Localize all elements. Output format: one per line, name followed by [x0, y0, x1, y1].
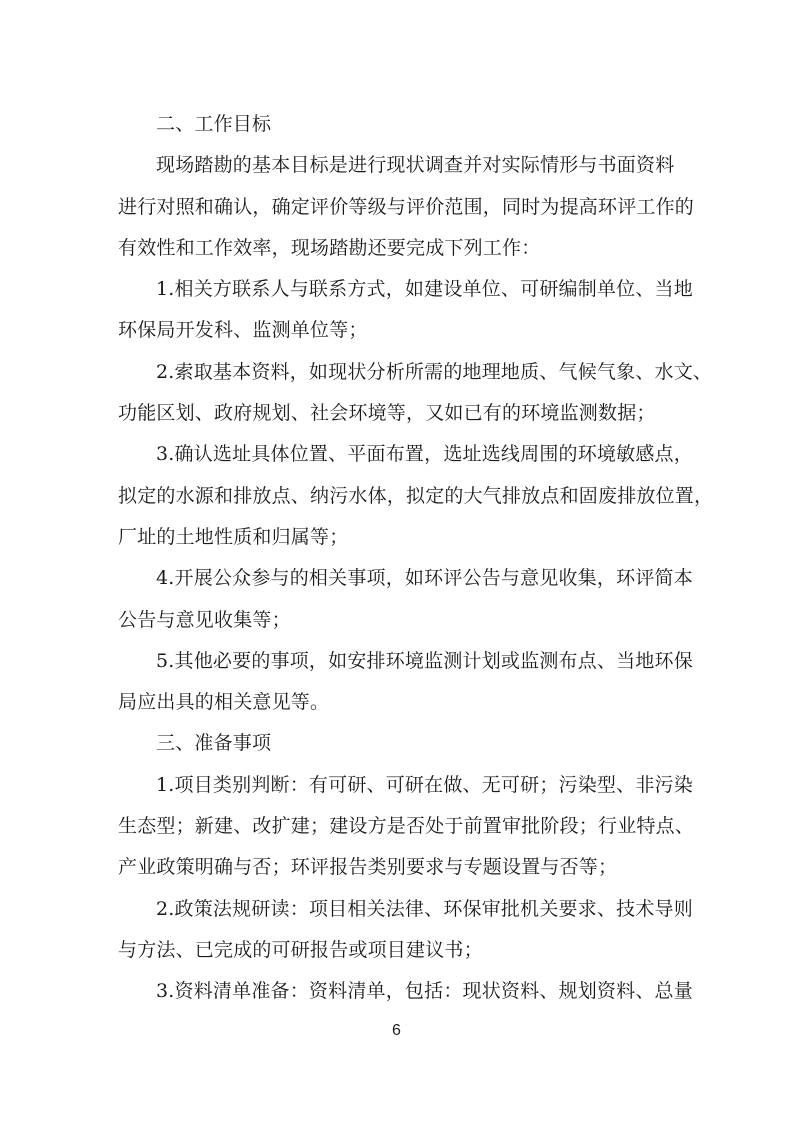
list-item-line: 厂址的土地性质和归属等； — [118, 525, 349, 548]
list-item-line: 1.项目类别判断：有可研、可研在做、无可研；污染型、非污染 — [156, 773, 693, 796]
list-item-line: 与方法、已完成的可研报告或项目建议书； — [118, 938, 483, 961]
page-number: 6 — [392, 1022, 401, 1039]
document-body — [118, 104, 714, 1013]
paragraph-line: 有效性和工作效率，现场踏勘还要完成下列工作： — [118, 236, 541, 259]
list-item-line: 1.相关方联系人与联系方式，如建设单位、可研编制单位、当地 — [156, 278, 693, 301]
list-item-line: 2.政策法规研读：项目相关法律、环保审批机关要求、技术导则 — [156, 897, 693, 920]
list-item-line: 公告与意见收集等； — [118, 608, 291, 631]
paragraph-line: 进行对照和确认，确定评价等级与评价范围，同时为提高环评工作的 — [118, 195, 695, 218]
list-item-line: 环保局开发科、监测单位等； — [118, 319, 368, 342]
section-heading-work-goals: 二、工作目标 — [156, 113, 272, 135]
section-heading-preparation: 三、准备事项 — [156, 732, 272, 755]
list-item-line: 4.开展公众参与的相关事项，如环评公告与意见收集，环评简本 — [156, 567, 693, 590]
list-item-line: 3.资料清单准备：资料清单，包括：现状资料、规划资料、总量 — [156, 980, 693, 1003]
list-item-line: 2.索取基本资料，如现状分析所需的地理地质、气候气象、水文、 — [156, 360, 713, 383]
list-item-line: 3.确认选址具体位置、平面布置，选址选线周围的环境敏感点， — [156, 443, 693, 466]
list-item-line: 产业政策明确与否；环评报告类别要求与专题设置与否等； — [118, 856, 618, 879]
list-item-line: 生态型；新建、改扩建；建设方是否处于前置审批阶段；行业特点、 — [118, 815, 695, 838]
list-item-line: 功能区划、政府规划、社会环境等，又如已有的环境监测数据； — [118, 402, 656, 425]
paragraph-line: 现场踏勘的基本目标是进行现状调查并对实际情形与书面资料 — [156, 154, 675, 177]
list-item-line: 5.其他必要的事项，如安排环境监测计划或监测布点、当地环保 — [156, 649, 693, 672]
list-item-line: 拟定的水源和排放点、纳污水体，拟定的大气排放点和固废排放位置， — [118, 484, 714, 507]
list-item-line: 局应出具的相关意见等。 — [118, 691, 330, 714]
